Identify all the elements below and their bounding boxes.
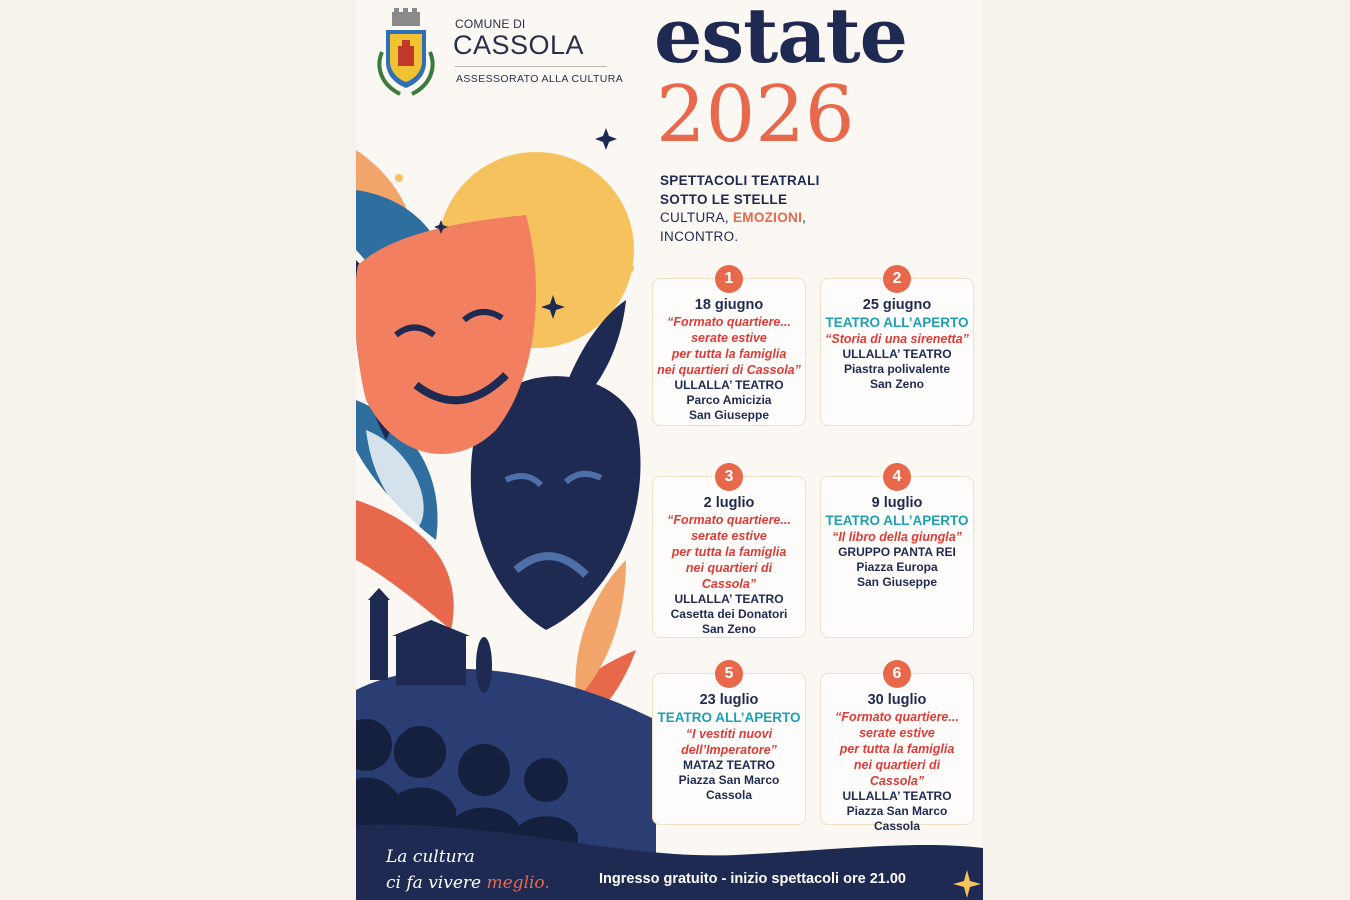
- event-title-line: Cassola”: [869, 774, 925, 788]
- event-title-line: serate estive: [859, 726, 935, 740]
- dot-shape: [395, 174, 403, 182]
- event-district: San Zeno: [701, 622, 756, 636]
- event-number-badge: 4: [883, 463, 911, 491]
- slogan-text: ci fa vivere: [386, 873, 487, 893]
- footer-slogan: [386, 844, 550, 896]
- event-district: Cassola: [705, 788, 753, 802]
- event-title-line: Cassola”: [701, 577, 757, 591]
- event-title-line: “Formato quartiere...: [835, 710, 959, 724]
- event-venue: Piazza San Marco: [678, 773, 780, 787]
- event-title-line: serate estive: [691, 331, 767, 345]
- dot-shape: [626, 264, 634, 272]
- audience-silhouette: [458, 744, 510, 796]
- event-company: ULLALLA’ TEATRO: [842, 347, 952, 361]
- event-title-line: dell’Imperatore”: [681, 743, 777, 757]
- event-venue: Parco Amicizia: [686, 393, 772, 407]
- event-title-line: “Formato quartiere...: [667, 513, 791, 527]
- event-card: [652, 665, 806, 825]
- event-company: ULLALLA’ TEATRO: [842, 789, 952, 803]
- event-date: 30 luglio: [867, 692, 927, 708]
- event-card: [652, 468, 806, 638]
- event-title-line: “Il libro della giungla”: [832, 530, 962, 544]
- tagline-comma: ,: [802, 210, 807, 225]
- tagline-line-2: SOTTO LE STELLE: [660, 192, 788, 207]
- tagline-emozioni: EMOZIONI: [732, 210, 803, 225]
- event-date: 18 giugno: [694, 297, 764, 313]
- event-company: ULLALLA’ TEATRO: [674, 592, 784, 606]
- event-title-line: nei quartieri di Cassola”: [657, 363, 801, 377]
- tagline-line-1: SPETTACOLI TEATRALI: [660, 173, 820, 188]
- event-card: [820, 270, 974, 426]
- event-title-line: per tutta la famiglia: [671, 545, 787, 559]
- event-venue: Casetta dei Donatori: [670, 607, 788, 621]
- header-divider: [455, 66, 607, 67]
- event-title-line: “I vestiti nuovi: [685, 727, 773, 741]
- event-title-line: nei quartieri di: [853, 758, 941, 772]
- event-title-line: “Formato quartiere...: [667, 315, 791, 329]
- event-number-badge: 1: [715, 265, 743, 293]
- event-title-line: per tutta la famiglia: [839, 742, 955, 756]
- tagline-cultura: CULTURA,: [660, 210, 733, 225]
- event-title-line: “Storia di una sirenetta”: [825, 332, 969, 346]
- slogan-line-2: [386, 870, 550, 896]
- comune-di-label: COMUNE DI: [455, 17, 526, 31]
- event-title-line: serate estive: [691, 529, 767, 543]
- title-estate: estate: [654, 0, 907, 80]
- slogan-highlight: meglio.: [486, 873, 550, 893]
- assessorato-label: ASSESSORATO ALLA CULTURA: [456, 73, 624, 85]
- event-district: San Giuseppe: [688, 408, 770, 422]
- footer-info: Ingresso gratuito - inizio spettacoli ore 21.00: [599, 871, 906, 887]
- event-card: [652, 270, 806, 426]
- tagline-secondary: [660, 208, 806, 246]
- event-title-line: nei quartieri di: [685, 561, 773, 575]
- audience-silhouette: [524, 758, 568, 802]
- event-date: 9 luglio: [871, 495, 923, 511]
- event-venue: Piazza Europa: [856, 560, 938, 574]
- event-category: TEATRO ALL’APERTO: [657, 710, 801, 725]
- event-district: Cassola: [873, 819, 921, 833]
- event-number-badge: 2: [883, 265, 911, 293]
- event-number-badge: 6: [883, 660, 911, 688]
- audience-silhouette: [394, 726, 446, 778]
- title-year: 2026: [656, 70, 855, 160]
- event-company: ULLALLA’ TEATRO: [674, 378, 784, 392]
- event-card: [820, 468, 974, 638]
- tagline-line-3: [660, 208, 806, 227]
- event-date: 2 luglio: [703, 495, 755, 511]
- comune-name: CASSOLA: [453, 30, 585, 60]
- event-title-line: per tutta la famiglia: [671, 347, 787, 361]
- church-shape: [396, 635, 466, 685]
- event-company: GRUPPO PANTA REI: [838, 545, 956, 559]
- poster: [356, 0, 983, 900]
- event-district: San Giuseppe: [856, 575, 938, 589]
- star-icon: [595, 128, 617, 150]
- event-venue: Piazza San Marco: [846, 804, 948, 818]
- event-category: TEATRO ALL’APERTO: [825, 315, 969, 330]
- event-category: TEATRO ALL’APERTO: [825, 513, 969, 528]
- event-company: MATAZ TEATRO: [683, 758, 775, 772]
- event-number-badge: 5: [715, 660, 743, 688]
- event-venue: Piastra polivalente: [843, 362, 951, 376]
- slogan-line-1: La cultura: [386, 847, 475, 867]
- event-number-badge: 3: [715, 463, 743, 491]
- coat-of-arms-icon: [366, 4, 446, 100]
- event-card: [820, 665, 974, 833]
- bell-tower-shape: [370, 600, 388, 680]
- tagline-line-4: INCONTRO.: [660, 229, 739, 244]
- tagline-primary: [660, 171, 820, 209]
- event-date: 25 giugno: [862, 297, 932, 313]
- event-district: San Zeno: [869, 377, 924, 391]
- event-date: 23 luglio: [699, 692, 759, 708]
